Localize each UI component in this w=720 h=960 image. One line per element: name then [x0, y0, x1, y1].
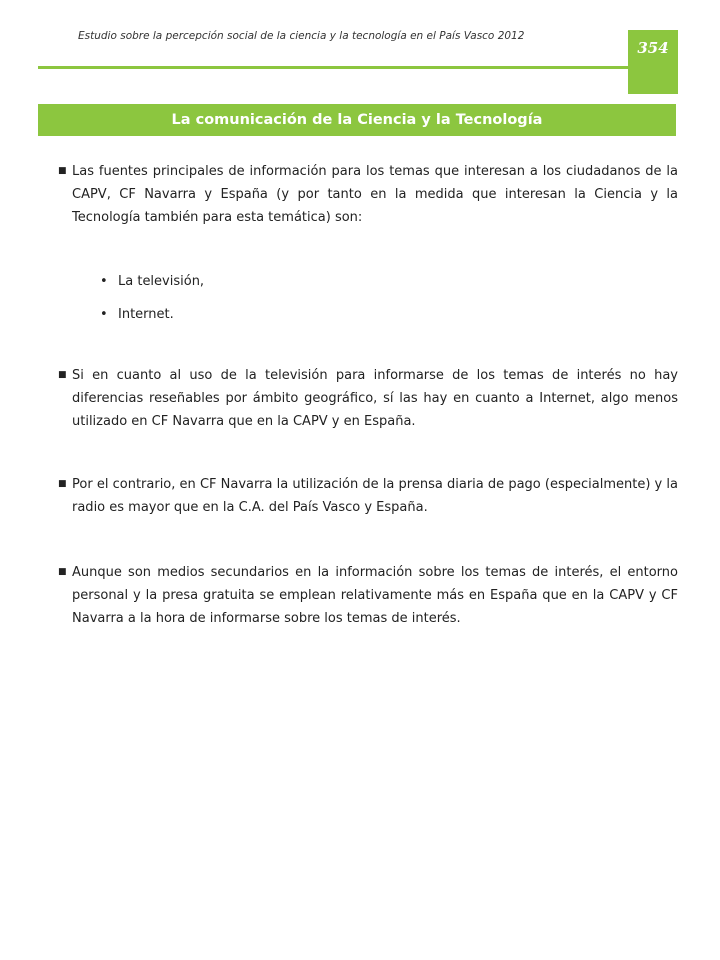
paragraph-text: Aunque son medios secundarios en la información sobre los temas de interés, el entorno personal y la presa gratuita se emplean relativamente más en España que en la CAPV y CF Navarra a la hora de informarse sobre los temas de interés. [72, 565, 678, 626]
paragraph-text: Por el contrario, en CF Navarra la utilización de la prensa diaria de pago (especialmente) y la radio es mayor que en la C.A. del País Vasco y España. [72, 477, 678, 515]
section-title-banner: La comunicación de la Ciencia y la Tecnología [38, 104, 676, 136]
bullet-dot-icon: • [100, 307, 108, 322]
header-divider [38, 66, 630, 69]
paragraph-text: Las fuentes principales de información para los temas que interesan a los ciudadanos de la CAPV, CF Navarra y España (y por tanto en la medida que interesan la Ciencia y la Tecnología también para esta temática) son: [72, 164, 678, 225]
paragraph-1 [58, 160, 678, 229]
list-item-text: La televisión, [118, 274, 205, 289]
paragraph-3 [58, 473, 678, 519]
list-item-television [100, 272, 204, 292]
square-bullet-icon: ■ [58, 567, 67, 577]
paragraph-text: Si en cuanto al uso de la televisión para informarse de los temas de interés no hay diferencias reseñables por ámbito geográfico, sí las hay en cuanto a Internet, algo menos utilizado en CF Navarra que en la CAPV y en España. [72, 368, 678, 429]
document-header-title: Estudio sobre la percepción social de la ciencia y la tecnología en el País Vasco 2012 [78, 30, 525, 42]
list-item-text: Internet. [118, 307, 174, 322]
paragraph-4 [58, 561, 678, 630]
list-item-internet [100, 305, 174, 325]
page-number-badge: 354 [628, 30, 678, 94]
bullet-dot-icon: • [100, 274, 108, 289]
square-bullet-icon: ■ [58, 370, 67, 380]
square-bullet-icon: ■ [58, 166, 67, 176]
paragraph-2 [58, 364, 678, 433]
square-bullet-icon: ■ [58, 479, 67, 489]
